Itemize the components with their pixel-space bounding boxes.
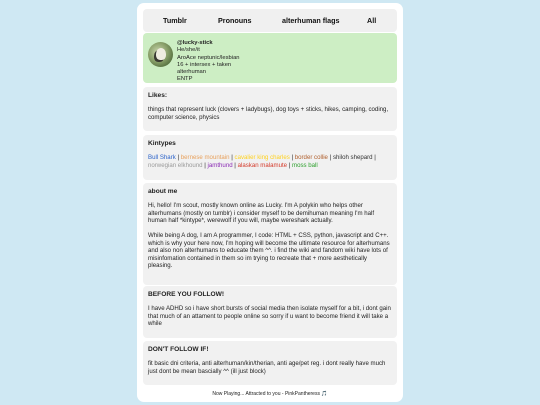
kintype-item: border collie: [294, 154, 328, 162]
likes-title: Likes:: [148, 92, 168, 99]
kintype-separator: |: [202, 161, 208, 169]
kintypes-title: Kintypes: [148, 140, 176, 147]
likes-section: [143, 87, 397, 131]
likes-text: things that represent luck (clovers + ladybugs), dog toys + sticks, hikes, camping, coding, computer science, physics: [148, 106, 389, 121]
profile-handle: @lucky-stick: [177, 40, 213, 46]
kintype-item: cavalier king charles: [234, 154, 290, 162]
profile-pronouns: He/she/it: [177, 47, 200, 54]
kintype-separator: |: [229, 154, 235, 162]
nav-alterhuman-flags-link[interactable]: alterhuman flags: [282, 16, 340, 25]
before-follow-title: BEFORE YOU FOLLOW!: [148, 291, 225, 298]
avatar: [148, 42, 173, 67]
dont-follow-title: DON'T FOLLOW IF!: [148, 346, 209, 353]
about-title: about me: [148, 188, 178, 195]
nav-pronouns-link[interactable]: Pronouns: [218, 16, 252, 25]
dont-follow-section: [143, 341, 397, 385]
kintype-item: bernese mountain: [180, 154, 230, 162]
profile-orientation: AroAce neptunic/lesbian: [177, 54, 240, 61]
before-follow-section: [143, 286, 397, 338]
nav-tumblr-link[interactable]: Tumblr: [163, 16, 187, 25]
kintype-separator: |: [232, 161, 238, 169]
profile-mbti: ENTP: [177, 76, 193, 83]
about-paragraph-2: While being A dog, I am A programmer, I code: HTML + CSS, python, javascript and C++. which is why your here now, I'm hoping will become the ultimate resource for alterhumans and also non alterhumans to educate them ^^. i find the wiki and fandom wiki have lots of misinfomation contained in them so im trying to recreate that + more aesthetically pleasing.: [148, 232, 390, 270]
about-section: [143, 183, 397, 285]
kintype-item: norwegian elkhound: [148, 161, 203, 169]
kintype-item: alaskan malamute: [237, 161, 288, 169]
about-paragraph-1: Hi, hello! I'm scout, mostly known online as Lucky. I'm A polykin who helps other alterhumans (mostly on tumblr) i consider myself to be demihuman meaning I'm half human half *kintype*, werewolf if you will, maybe wereshark actually.: [148, 202, 375, 225]
kintype-item: moss ball: [292, 161, 318, 169]
nav-all-link[interactable]: All: [367, 16, 377, 25]
profile-header: [143, 33, 397, 83]
kintypes-list: [148, 154, 392, 169]
now-playing: Now Playing... Attracted to you - PinkPantheress 🎵: [212, 391, 328, 397]
profile-age: 16 + intersex + taken: [177, 61, 232, 68]
nav-bar: [143, 9, 397, 32]
kintype-separator: |: [327, 154, 333, 162]
profile-identity: alterhuman: [177, 69, 207, 76]
kintype-separator: |: [372, 154, 376, 162]
dont-follow-text: fit basic dni criteria, anti alterhuman/kin/therian, anti age/pet reg. i dont really have much just dont be mean bascially ^^ (ill just block): [148, 360, 386, 375]
kintype-separator: |: [175, 154, 181, 162]
kintypes-section: [143, 135, 397, 180]
profile-info: [177, 40, 240, 84]
profile-card: [137, 3, 403, 402]
kintype-separator: |: [289, 154, 295, 162]
kintype-item: jamthund: [207, 161, 233, 169]
before-follow-text: I have ADHD so i have short bursts of social media then isolate myself for a bit, i dont gain that much of an attament to people online so sorry if u want to become friend it will take a while: [148, 305, 391, 328]
kintype-item: shiloh shepard: [332, 154, 373, 162]
kintype-item: Bull Shark: [148, 154, 176, 162]
kintype-separator: |: [287, 161, 293, 169]
